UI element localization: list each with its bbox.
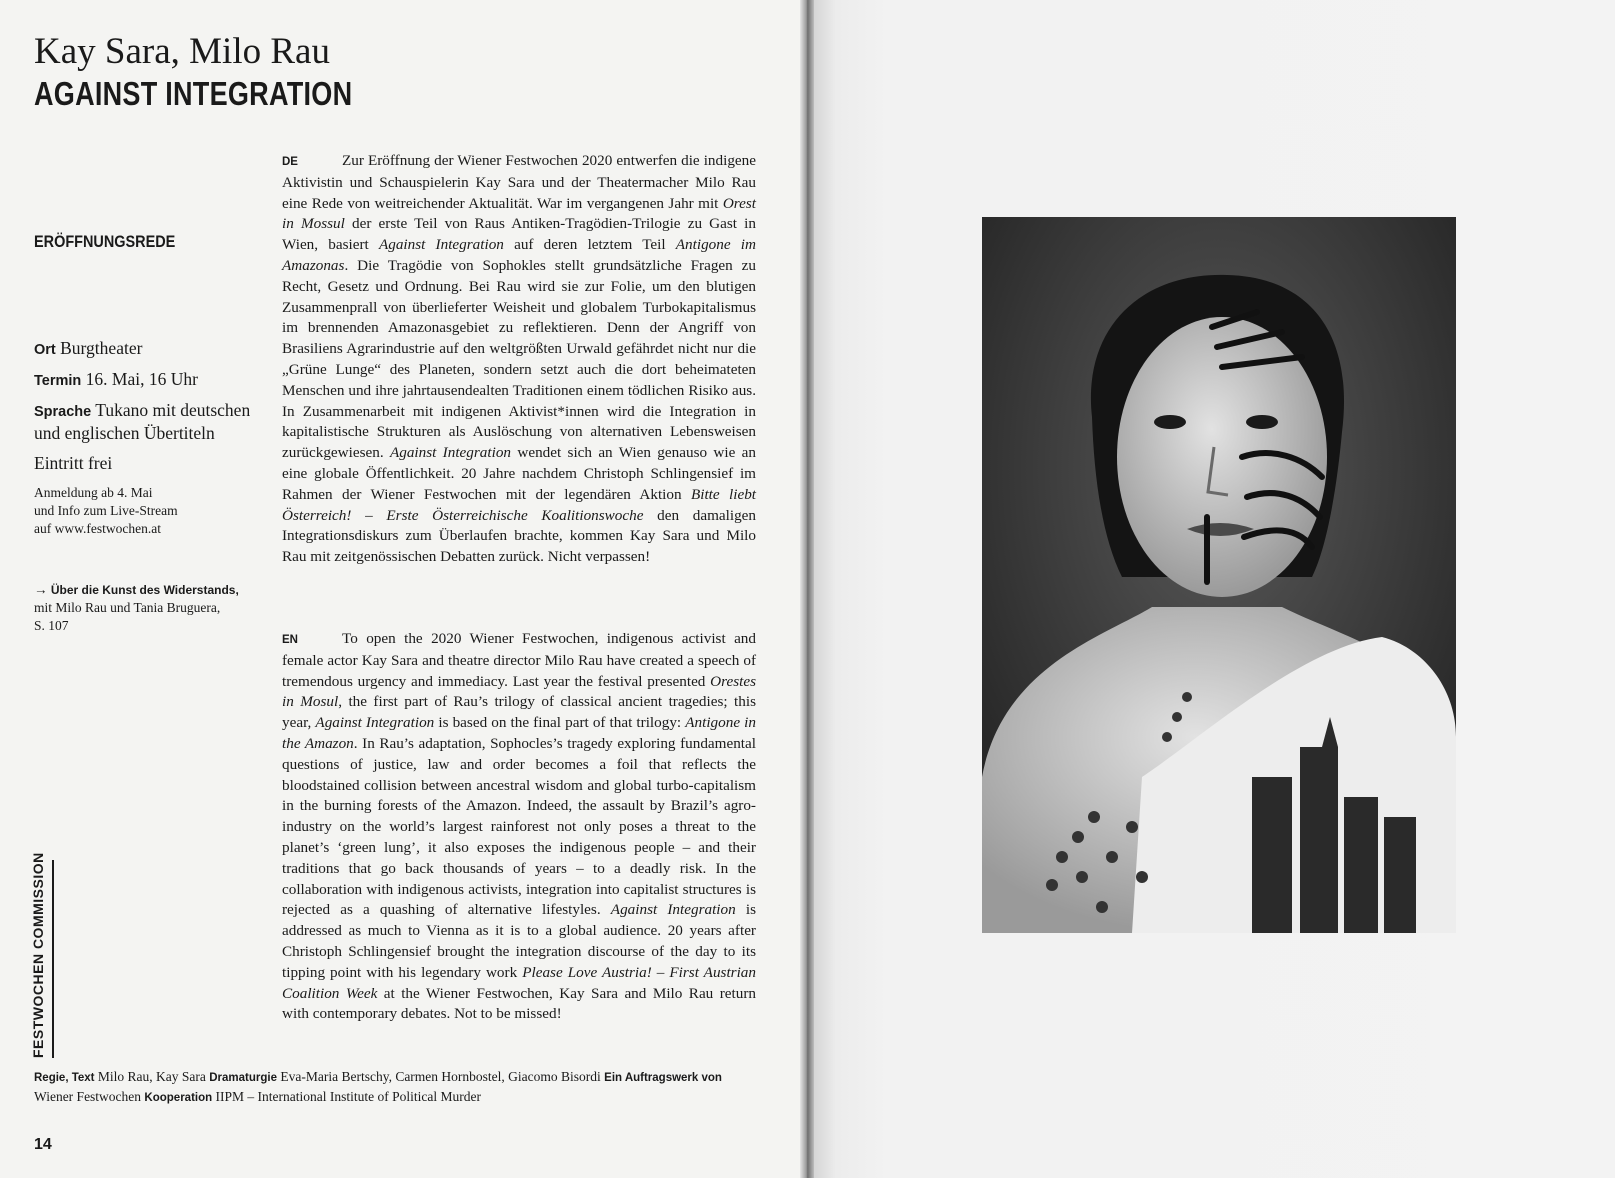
- portrait-photo: [982, 217, 1456, 933]
- en-text-6: at the Wiener Festwochen, Kay Sara and Milo Rau return with contemporary debates. Not to be missed!: [282, 984, 756, 1023]
- language-label: Sprache: [34, 404, 92, 420]
- admission-line: Eintritt frei: [34, 453, 113, 473]
- en-italic-2: Against Integration: [315, 714, 435, 732]
- registration-info: [34, 484, 178, 538]
- genre-label: ERÖFFNUNGSREDE: [34, 232, 176, 251]
- en-italic-3: Antigone in the Amazon: [282, 714, 756, 752]
- credit-value-cooperation: IIPM – International Institute of Political Murder: [215, 1088, 481, 1104]
- credit-label-cooperation: Kooperation: [144, 1091, 213, 1104]
- credits: [34, 1068, 764, 1107]
- language-value: Tukano mit deutschen: [95, 400, 251, 420]
- de-text-2: der erste Teil von Raus Antiken-Tragödien-Trilogie zu Gast in Wien, basiert: [282, 215, 756, 254]
- en-italic-1: Orestes in Mosul: [282, 672, 756, 711]
- registration-line-2: und Info zum Live-Stream: [34, 503, 178, 518]
- credit-value-commission: Wiener Festwochen: [34, 1088, 142, 1104]
- book-spine: [800, 0, 814, 1178]
- de-italic-5: Bitte liebt Österreich! – Erste Österreichische Koalitionswoche: [282, 485, 757, 524]
- en-italic-4: Against Integration: [610, 901, 736, 919]
- lang-tag-en: EN: [282, 634, 298, 646]
- venue-line: [34, 338, 142, 361]
- en-text-2: , the first part of Rau’s trilogy of classical ancient tragedies; this year,: [282, 693, 756, 732]
- authors-heading: Kay Sara, Milo Rau: [34, 31, 330, 72]
- de-text-3: auf deren letztem Teil: [503, 236, 676, 254]
- sidebar-rule: [52, 860, 54, 1058]
- venue-value: Burgtheater: [60, 338, 143, 358]
- de-text-4: . Die Tragödie von Sophokles stellt grundsätzliche Fragen zu Recht, Gesetz und Ordnung. Bei Rau wird sie zur Folie, um den blutigen Zusammenprall von überlieferter Weisheit und globalem Turbokapitalismus im brennenden Amazonasgebiet zu reflektieren. Denn der Angriff von Brasiliens Agrarindustrie auf den weltgrößten Urwald gefährdet nicht nur die „Grüne Lunge“ des Planeten, sondern setzt auch die dort beheimateten Menschen und ihre jahrtausendealten Traditionen einem tödlichen Risiko aus. In Zusammenarbeit mit indigenen Aktivist*innen wird die Integration in kapitalistische Strukturen als Auslöschung von alternativen Lebensweisen zurückgewiesen.: [282, 256, 756, 462]
- de-italic-1: Orest in Mossul: [282, 194, 756, 233]
- de-italic-2: Against Integration: [378, 236, 504, 254]
- de-italic-3: Antigone im Amazonas: [282, 236, 756, 274]
- page-number: 14: [34, 1136, 52, 1153]
- lang-tag-de: DE: [282, 156, 298, 168]
- credit-value-dramaturgy: Eva-Maria Bertschy, Carmen Hornbostel, Giacomo Bisordi: [280, 1069, 601, 1084]
- en-text-3: is based on the final part of that trilogy:: [434, 714, 686, 732]
- en-text-1: To open the 2020 Wiener Festwochen, indigenous activist and female actor Kay Sara and theatre director Milo Rau have created a speech of tremendous urgency and immediacy. Last year the festival presented: [282, 630, 756, 690]
- credit-label-commission: Ein Auftragswerk von: [604, 1072, 722, 1084]
- de-text-1: Zur Eröffnung der Wiener Festwochen 2020 entwerfen die indigene Aktivistin und Schauspielerin Kay Sara und der Theatermacher Milo Rau eine Rede von weitreichender Aktualität. War im vergangenen Jahr mit: [282, 152, 756, 212]
- language-value-2: und englischen Übertiteln: [34, 423, 215, 443]
- de-italic-4: Against Integration: [389, 444, 512, 462]
- english-text: [282, 629, 756, 1025]
- en-text-4: . In Rau’s adaptation, Sophocles’s tragedy exploring fundamental questions of justice, law and order becomes a foil that reflects the bloodstained collision between ancestral wisdom and global turbo-capitalism in the burning forests of the Amazon. Indeed, the assault by Brazil’s agro-industry on the world’s largest rainforest not only poses a threat to the planet’s ‘green lung’, it also exposes the indigenous people – and their traditions that go back thousands of years – to a deadly risk. In the collaboration with indigenous activists, integration into capitalist structures is rejected as a quashing of alternative lifestyles.: [282, 734, 756, 919]
- date-value: 16. Mai, 16 Uhr: [85, 369, 198, 389]
- credit-label-direction: Regie, Text: [34, 1072, 95, 1084]
- venue-label: Ort: [34, 342, 56, 358]
- credit-value-direction: Milo Rau, Kay Sara: [97, 1069, 206, 1084]
- date-line: [34, 369, 198, 392]
- german-text: [282, 151, 756, 568]
- arrow-icon: →: [34, 582, 48, 597]
- de-text-6: den damaligen Integrationsdiskurs zum Überlaufen brachte, kommen Kay Sara und Milo Rau mit zeitgenössischen Debatten zurück. Nicht verpassen!: [282, 506, 756, 566]
- event-title: AGAINST INTEGRATION: [34, 75, 353, 112]
- de-text-5: wendet sich an Wien genauso wie an eine globale Öffentlichkeit. 20 Jahre nachdem Christoph Schlingensief im Rahmen der Wiener Festwochen mit der legendären Aktion: [282, 444, 756, 503]
- crossref-line-2: mit Milo Rau und Tania Bruguera,: [34, 600, 221, 615]
- crossref-line-3: S. 107: [34, 618, 69, 633]
- registration-line-3: auf www.festwochen.at: [34, 521, 161, 536]
- en-text-5: is addressed as much to Vienna as it is to a global audience. 20 years after Christoph Schlingensief brought the integration discourse of the day to its tipping point with his legendary work: [282, 901, 756, 981]
- date-label: Termin: [34, 373, 82, 389]
- cross-reference: [34, 581, 239, 635]
- festwochen-commission-label: FESTWOCHEN COMMISSION: [30, 852, 46, 1058]
- crossref-title: Über die Kunst des Widerstands,: [50, 583, 239, 597]
- registration-line-1: Anmeldung ab 4. Mai: [34, 485, 153, 500]
- language-line: [34, 400, 250, 444]
- credit-label-dramaturgy: Dramaturgie: [209, 1072, 277, 1084]
- en-italic-5: Please Love Austria! – First Austrian Coalition Week: [282, 963, 756, 1002]
